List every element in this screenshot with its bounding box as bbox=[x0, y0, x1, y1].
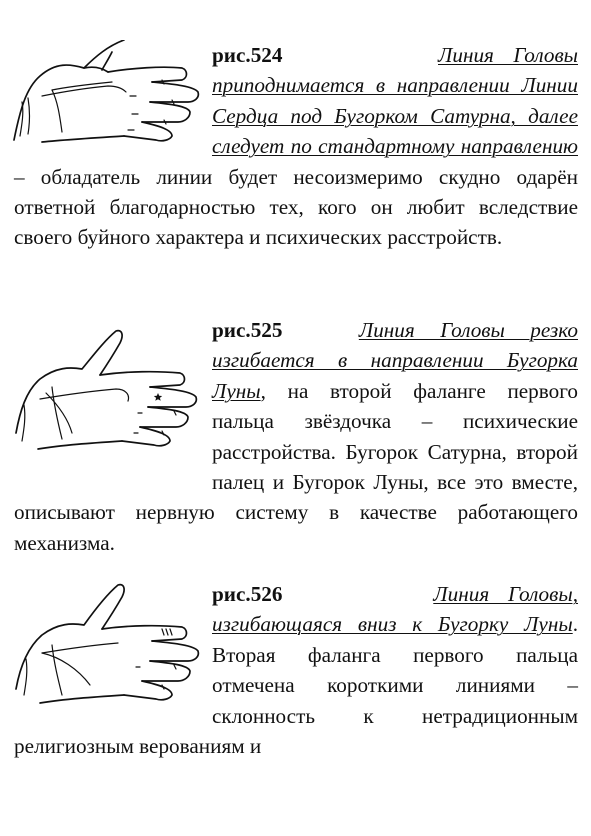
italic-caption: Линия Головы резко изгибается в направлении Бугорка Луны bbox=[212, 318, 578, 403]
figure-label: рис.524 bbox=[212, 43, 283, 67]
section-fig-525 bbox=[14, 315, 578, 558]
figure-label: рис.526 bbox=[212, 582, 283, 606]
palm-illustration-526-icon bbox=[12, 579, 208, 727]
palm-illustration-524-icon bbox=[12, 40, 208, 152]
section-fig-526 bbox=[14, 579, 578, 761]
italic-caption: Линия Головы приподнимается в направлении Линии Сердца под Бугорком Сатурна, далее следует по стандартному направлению bbox=[212, 43, 578, 159]
body-text: . Вторая фаланга первого пальца отмечена короткими линиями – склонность к нетрадиционным религиозным верованиям и bbox=[14, 612, 578, 759]
italic-caption: Линия Головы, изгибающаяся вниз к Бугорку Луны bbox=[212, 582, 578, 637]
figure-label: рис.525 bbox=[212, 318, 283, 342]
palm-illustration-525-icon bbox=[12, 315, 208, 491]
section-fig-524 bbox=[14, 40, 578, 253]
body-text: – обладатель линии будет несоизмеримо скудно одарён ответной благодарностью тех, кого он любит вследствие своего буйного характера и психических расстройств. bbox=[14, 164, 578, 250]
body-text: , на второй фаланге первого пальца звёздочка – психические расстройства. Бугорок Сатурна, второй палец и Бугорок Луны, все это вместе, описывают нервную систему в качестве работающего механизма. bbox=[14, 378, 578, 555]
